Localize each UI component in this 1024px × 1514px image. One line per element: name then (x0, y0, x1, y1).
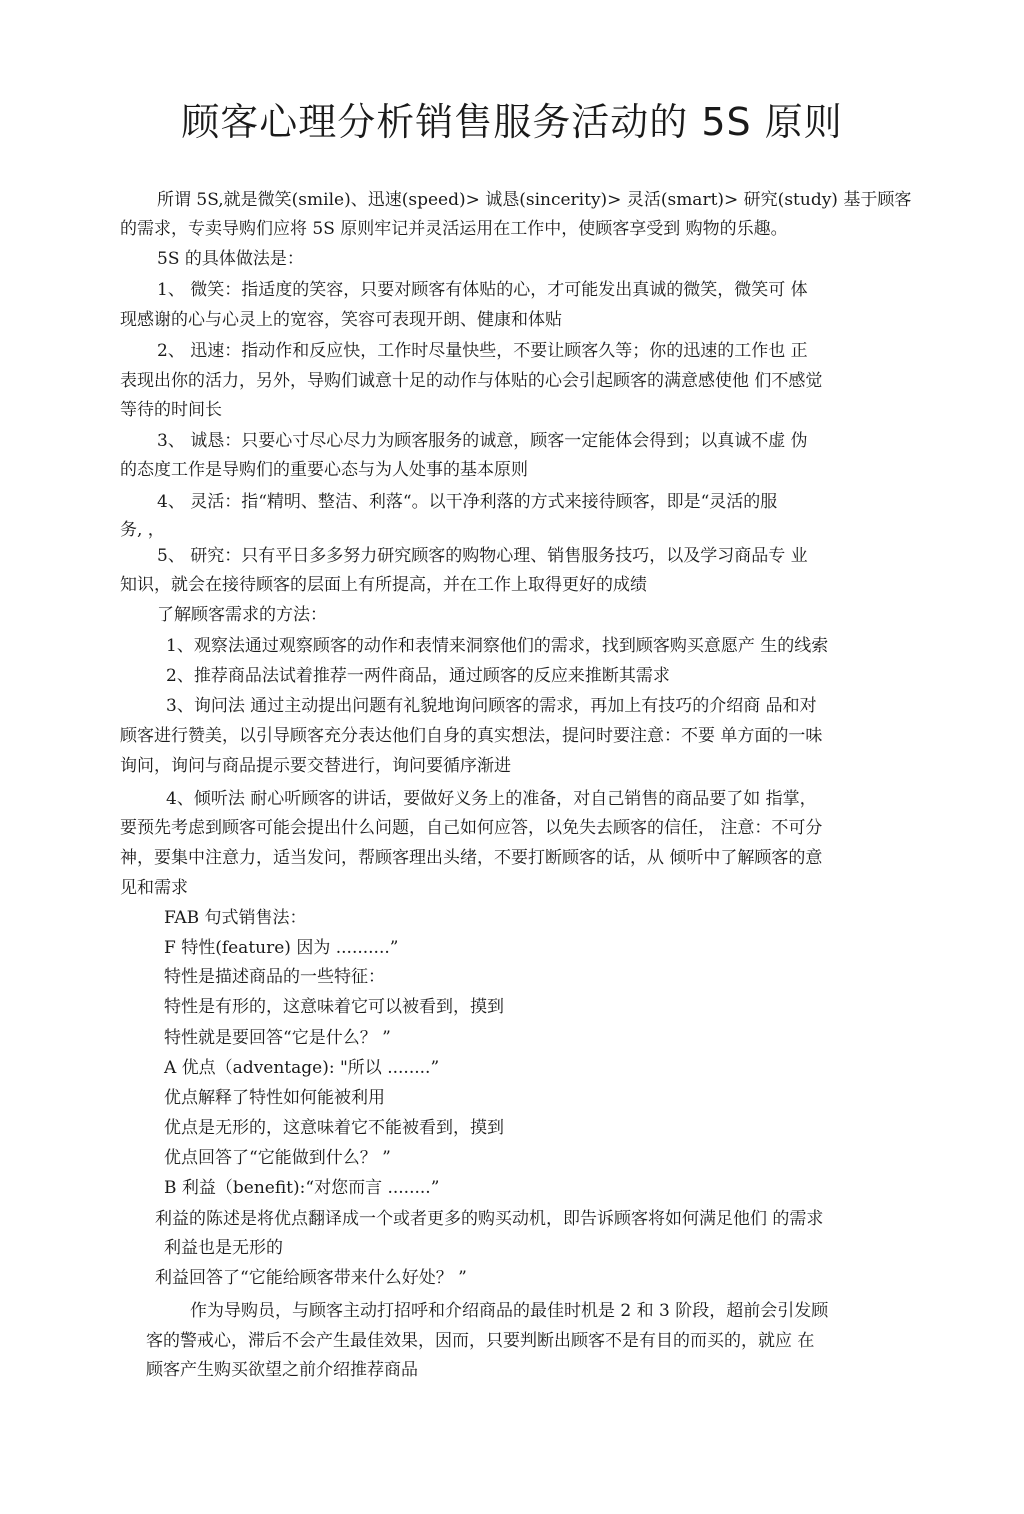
paragraph-line: 利益回答了“它能给顾客带来什么好处？ ” (155, 1268, 467, 1288)
paragraph-line: 务, ， (120, 520, 165, 540)
paragraph-line: 4、倾听法 耐心听顾客的讲话，要做好义务上的准备，对自己销售的商品要了如 指掌， (166, 789, 817, 809)
paragraph-line: FAB 句式销售法： (164, 908, 307, 928)
paragraph-line: 优点回答了“它能做到什么？ ” (164, 1148, 391, 1168)
paragraph-line: 知识，就会在接待顾客的层面上有所提高，并在工作上取得更好的成绩 (120, 575, 647, 595)
paragraph-line: 现感谢的心与心灵上的宽容，笑容可表现开朗、健康和体贴 (120, 310, 562, 330)
paragraph-line: 3、询问法 通过主动提出问题有礼貌地询问顾客的需求，再加上有技巧的介绍商 品和对 (166, 696, 817, 716)
paragraph-line: 利益的陈述是将优点翻译成一个或者更多的购买动机，即告诉顾客将如何满足他们 的需求 (155, 1209, 824, 1229)
paragraph-line: 作为导购员，与顾客主动打招呼和介绍商品的最佳时机是 2 和 3 阶段，超前会引发顾 (190, 1301, 829, 1321)
paragraph-line: 利益也是无形的 (164, 1238, 283, 1258)
paragraph-line: 了解顾客需求的方法： (157, 605, 327, 625)
paragraph-line: 的需求，专卖导购们应将 5S 原则牢记并灵活运用在工作中，使顾客享受到 购物的乐趣。 (120, 219, 788, 239)
paragraph-line: 优点是无形的，这意味着它不能被看到，摸到 (164, 1118, 504, 1138)
paragraph-line: 客的警戒心，滞后不会产生最佳效果，因而，只要判断出顾客不是有目的而买的，就应 在 (146, 1331, 815, 1351)
paragraph-line: 所谓 5S,就是微笑(smile)、迅速(speed)> 诚恳(sincerity)> 灵活(smart)> 研究(study) 基于顾客 (157, 190, 912, 210)
paragraph-line: 神，要集中注意力，适当发问，帮顾客理出头绪，不要打断顾客的话，从 倾听中了解顾客的意 (120, 848, 823, 868)
paragraph-line: 询问，询问与商品提示要交替进行，询问要循序渐进 (120, 756, 511, 776)
paragraph-line: 顾客产生购买欲望之前介绍推荐商品 (146, 1360, 418, 1380)
paragraph-line: 1、观察法通过观察顾客的动作和表情来洞察他们的需求，找到顾客购买意愿产 生的线索 (166, 636, 829, 656)
paragraph-line: 1、 微笑：指适度的笑容，只要对顾客有体贴的心，才可能发出真诚的微笑，微笑可 体 (157, 280, 808, 300)
paragraph-line: 特性是有形的，这意味着它可以被看到，摸到 (164, 997, 504, 1017)
paragraph-line: 优点解释了特性如何能被利用 (164, 1088, 385, 1108)
paragraph-line: 3、 诚恳：只要心寸尽心尽力为顾客服务的诚意，顾客一定能体会得到；以真诚不虚 伪 (157, 431, 808, 451)
paragraph-line: 5S 的具体做法是： (157, 249, 304, 269)
paragraph-line: A 优点（adventage): "所以 ........” (164, 1058, 440, 1078)
paragraph-line: 4、 灵活：指“精明、整洁、利落“。以干净利落的方式来接待顾客，即是“灵活的服 (157, 492, 778, 512)
document-title: 顾客心理分析销售服务活动的 5S 原则 (181, 100, 843, 144)
paragraph-line: 顾客进行赞美，以引导顾客充分表达他们自身的真实想法，提问时要注意：不要 单方面的一味 (120, 726, 823, 746)
paragraph-line: 5、 研究：只有平日多多努力研究顾客的购物心理、销售服务技巧，以及学习商品专 业 (157, 546, 808, 566)
paragraph-line: 的态度工作是导购们的重要心态与为人处事的基本原则 (120, 460, 528, 480)
paragraph-line: F 特性(feature) 因为 ..........” (164, 938, 399, 958)
paragraph-line: 2、 迅速：指动作和反应快，工作时尽量快些，不要让顾客久等；你的迅速的工作也 正 (157, 341, 808, 361)
paragraph-line: 等待的时间长 (120, 400, 222, 420)
paragraph-line: 要预先考虑到顾客可能会提出什么问题，自己如何应答，以免失去顾客的信任， 注意：不可分 (120, 818, 823, 838)
paragraph-line: 表现出你的活力，另外，导购们诚意十足的动作与体贴的心会引起顾客的满意感使他 们不感觉 (120, 371, 823, 391)
paragraph-line: 见和需求 (120, 878, 188, 898)
paragraph-line: 特性是描述商品的一些特征： (164, 967, 385, 987)
paragraph-line: 2、推荐商品法试着推荐一两件商品，通过顾客的反应来推断其需求 (166, 666, 670, 686)
paragraph-line: 特性就是要回答“它是什么？ ” (164, 1028, 391, 1048)
paragraph-line: B 利益（benefit):“对您而言 ........” (164, 1178, 440, 1198)
